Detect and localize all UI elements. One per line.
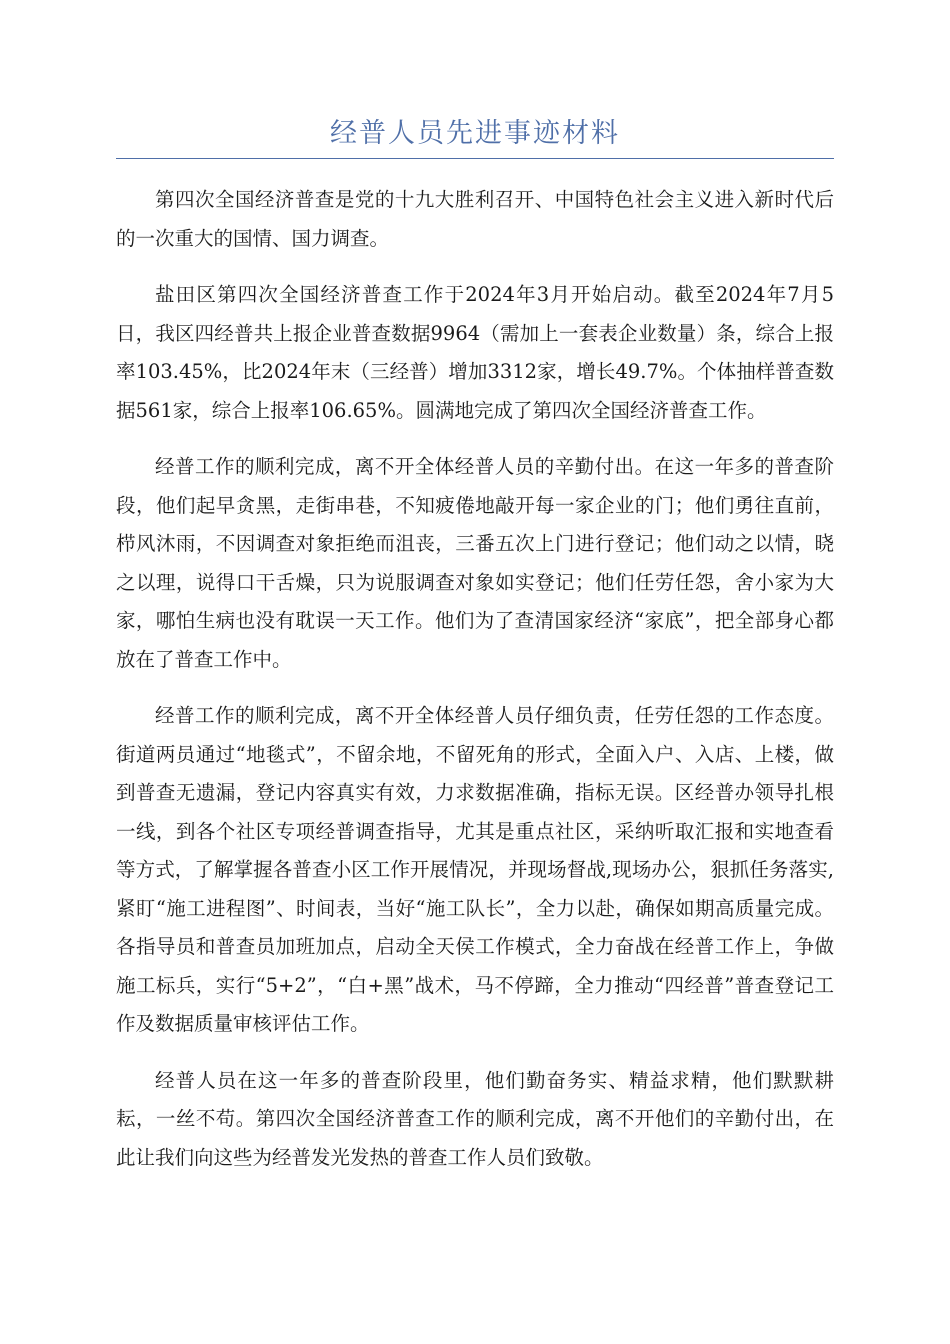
paragraph-tribute: 经普人员在这一年多的普查阶段里，他们勤奋务实、精益求精，他们默默耕耘，一丝不苟。第四次全国经济普查工作的顺利完成，离不开他们的辛勤付出，在此让我们向这些为经普发光发热的普查工作人员们致敬。 — [116, 1068, 834, 1169]
document-title: 经普人员先进事迹材料 — [330, 118, 620, 149]
paragraph-dedication: 经普工作的顺利完成，离不开全体经普人员的辛勤付出。在这一年多的普查阶段，他们起早贪黑，走街串巷，不知疲倦地敲开每一家企业的门；他们勇往直前，栉风沐雨，不因调查对象拒绝而沮丧，三番五次上门进行登记；他们动之以情，晓之以理，说得口干舌燥，只为说服调查对象如实登记；他们任劳任怨，舍小家为大家，哪怕生病也没有耽误一天工作。他们为了查清国家经济“家底”，把全部身心都放在了普查工作中。 — [116, 455, 834, 671]
paragraph-work-attitude: 经普工作的顺利完成，离不开全体经普人员仔细负责，任劳任怨的工作态度。街道两员通过“地毯式”，不留余地，不留死角的形式，全面入户、入店、上楼，做到普查无遗漏，登记内容真实有效，力求数据准确，指标无误。区经普办领导扎根一线，到各个社区专项经普调查指导，尤其是重点社区，采纳听取汇报和实地查看等方式，了解掌握各普查小区工作开展情况，并现场督战,现场办公，狠抓任务落实,紧盯“施工进程图”、时间表，当好“施工队长”，全力以赴，确保如期高质量完成。各指导员和普查员加班加点，启动全天侯工作模式，全力奋战在经普工作上，争做施工标兵，实行“5+2”，“白+黑”战术，马不停蹄，全力推动“四经普”普查登记工作及数据质量审核评估工作。 — [116, 704, 834, 1035]
paragraph-statistics: 盐田区第四次全国经济普查工作于2024年3月开始启动。截至2024年7月5日，我区四经普共上报企业普查数据9964（需加上一套表企业数量）条，综合上报率103.45%，比2024年末（三经普）增加3312家，增长49.7%。个体抽样普查数据561家，综合上报率106.65%。圆满地完成了第四次全国经济普查工作。 — [116, 283, 834, 422]
paragraph-intro: 第四次全国经济普查是党的十九大胜利召开、中国特色社会主义进入新时代后的一次重大的国情、国力调查。 — [116, 188, 834, 250]
title-divider — [116, 158, 834, 159]
document-page — [116, 110, 834, 1195]
